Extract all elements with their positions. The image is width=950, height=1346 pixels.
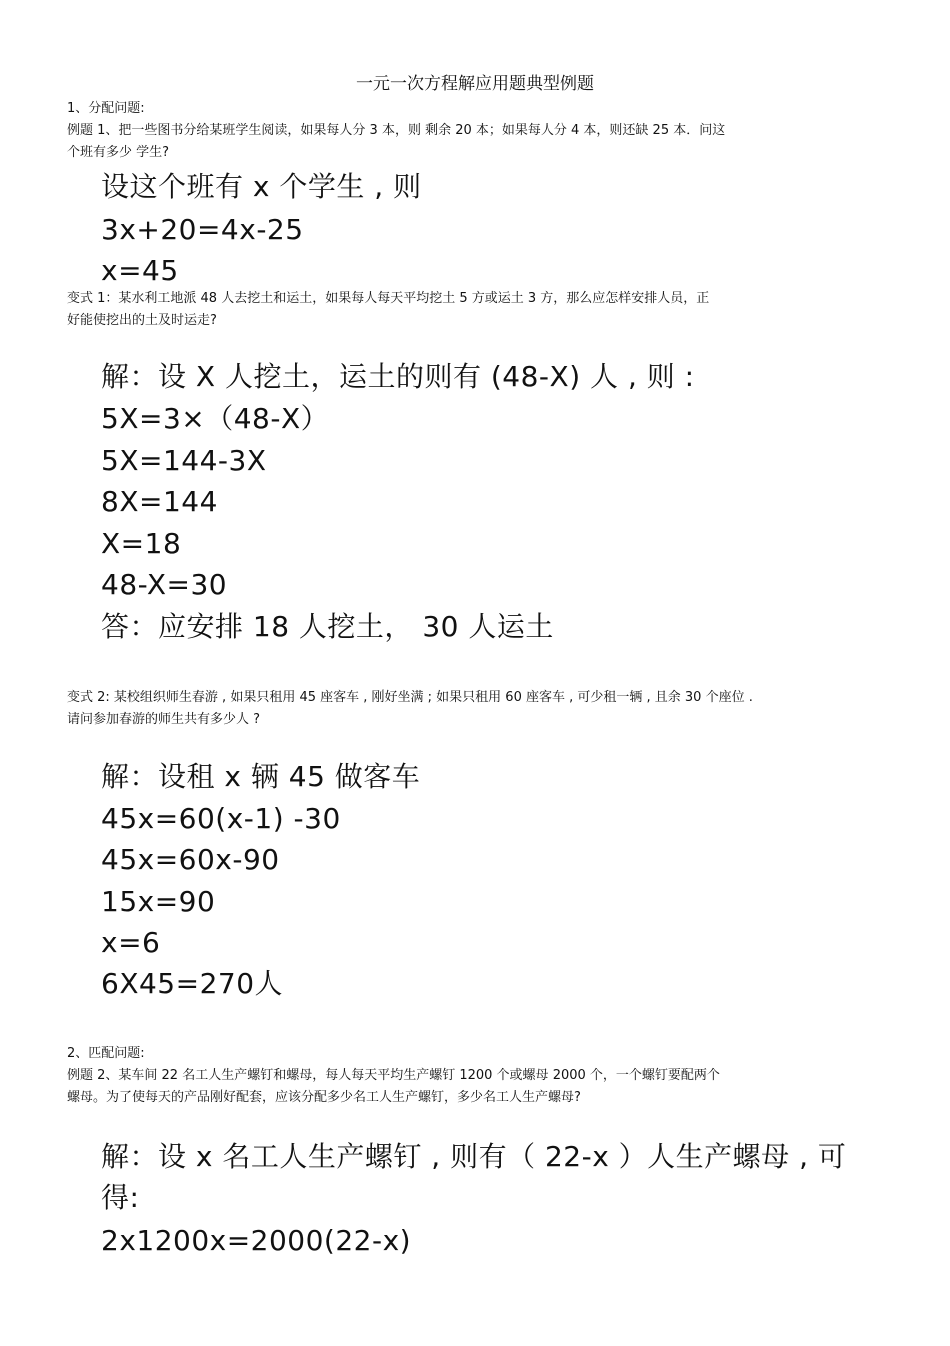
solution-line: 答：应安排 18 人挖土， 30 人运土 — [101, 610, 554, 643]
solution-line: 得: — [101, 1181, 140, 1214]
solution-line: 解：设 x 名工人生产螺钉 , 则有（ 22-x ）人生产螺母 , 可 — [101, 1140, 847, 1173]
variant-text: 好能使挖出的土及时运走? — [67, 313, 217, 328]
solution-line: 5X=144-3X — [101, 444, 267, 477]
page-title: 一元一次方程解应用题典型例题 — [356, 74, 594, 94]
variant-text: 请问参加春游的师生共有多少人 ? — [67, 712, 261, 727]
solution-line: 5X=3×（48-X） — [101, 402, 330, 435]
solution-line: 3x+20=4x-25 — [101, 213, 304, 246]
example-text: 例题 2、某车间 22 名工人生产螺钉和螺母，每人每天平均生产螺钉 1200 个或螺母 2000 个，一个螺钉要配两个 — [67, 1068, 720, 1083]
solution-line: 设这个班有 x 个学生 , 则 — [101, 170, 422, 203]
solution-line: 48-X=30 — [101, 568, 228, 601]
solution-line: x=45 — [101, 254, 179, 287]
example-text: 螺母。为了使每天的产品刚好配套，应该分配多少名工人生产螺钉，多少名工人生产螺母? — [67, 1090, 581, 1105]
example-text: 个班有多少 学生? — [67, 145, 170, 160]
solution-line: 45x=60x-90 — [101, 843, 280, 876]
solution-line: 解：设 X 人挖土，运土的则有 (48-X) 人 , 则 : — [101, 360, 695, 393]
solution-line: 2x1200x=2000(22-x) — [101, 1224, 412, 1257]
section-heading: 1、分配问题: — [67, 101, 145, 116]
solution-line: 8X=144 — [101, 485, 218, 518]
solution-line: x=6 — [101, 926, 161, 959]
variant-text: 变式 1：某水利工地派 48 人去挖土和运土，如果每人每天平均挖土 5 方或运土 3 方，那么应怎样安排人员，正 — [67, 291, 710, 306]
solution-line: 15x=90 — [101, 885, 216, 918]
example-text: 例题 1、把一些图书分给某班学生阅读，如果每人分 3 本，则 剩余 20 本；如果每人分 4 本，则还缺 25 本．问这 — [67, 123, 726, 138]
solution-line: X=18 — [101, 527, 182, 560]
solution-line: 45x=60(x-1) -30 — [101, 802, 341, 835]
solution-line: 解：设租 x 辆 45 做客车 — [101, 760, 421, 793]
variant-text: 变式 2: 某校组织师生春游 , 如果只租用 45 座客车 , 刚好坐满 ; 如果只租用 60 座客车 , 可少租一辆 , 且余 30 个座位 . — [67, 690, 753, 705]
section-heading: 2、匹配问题: — [67, 1046, 145, 1061]
solution-line: 6X45=270人 — [101, 967, 284, 1000]
